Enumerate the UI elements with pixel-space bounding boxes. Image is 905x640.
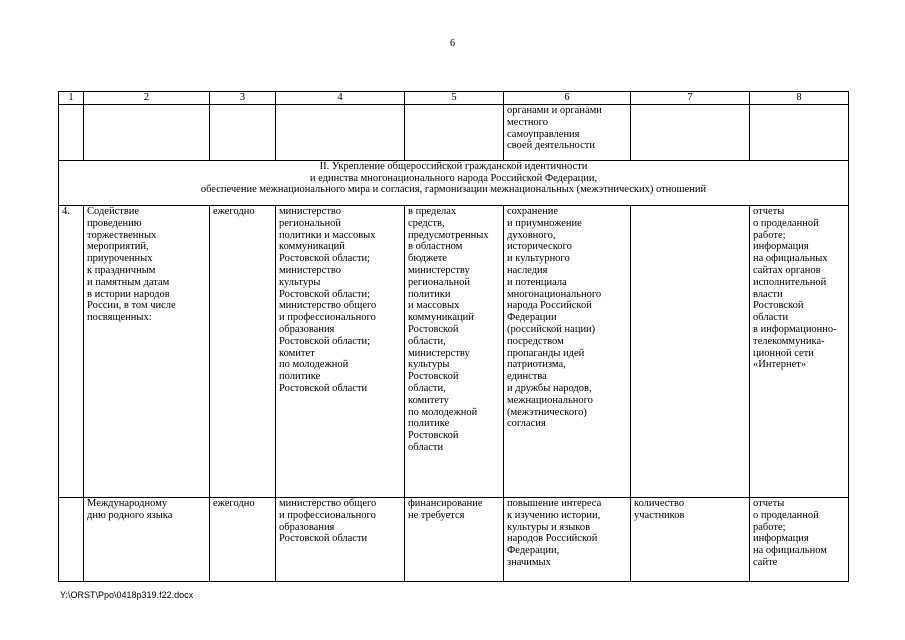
table-cell <box>750 105 849 161</box>
event-period: ежегодно <box>210 498 276 582</box>
event-indicator: количество участников <box>631 498 750 582</box>
header-cell: 5 <box>405 92 504 105</box>
table-cell <box>210 105 276 161</box>
header-cell: 6 <box>504 92 631 105</box>
event-funding: в пределах средств, предусмотренных в областном бюджете министерству региональной политики и массовых коммуникаций Ростовской области, министерству культуры Ростовской области, комитету по молодежной политике Ростовской области <box>405 206 504 498</box>
section-heading <box>59 161 849 206</box>
event-period: ежегодно <box>210 206 276 498</box>
event-indicator <box>631 206 750 498</box>
continuation-row <box>59 105 849 161</box>
table-cell <box>59 105 84 161</box>
header-row <box>59 92 849 105</box>
row-number <box>59 498 84 582</box>
section-heading-line: и единства многонационального народа Российской Федерации, <box>309 172 598 184</box>
table-row <box>59 206 849 498</box>
row-number: 4. <box>59 206 84 498</box>
table-row <box>59 498 849 582</box>
event-reporting: отчеты о проделанной работе; информация на официальном сайте <box>750 498 849 582</box>
event-executor: министерство общего и профессионального образования Ростовской области <box>276 498 405 582</box>
event-funding: финансирование не требуется <box>405 498 504 582</box>
event-reporting: отчеты о проделанной работе; информация на официальных сайтах органов исполнительной власти Ростовской области в информационно- телекоммуника- ционной сети «Интернет» <box>750 206 849 498</box>
table-cell <box>276 105 405 161</box>
header-cell: 8 <box>750 92 849 105</box>
table-cell <box>84 105 210 161</box>
header-cell: 7 <box>631 92 750 105</box>
header-cell: 3 <box>210 92 276 105</box>
event-result: сохранение и приумножение духовного, исторического и культурного наследия и потенциала многонационального народа Российской Федерации (российской нации) посредством пропаганды идей патриотизма, единства и дружбы народов, межнационального (межэтнического) согласия <box>504 206 631 498</box>
plan-table <box>58 91 849 582</box>
table-cell: органами и органами местного самоуправления своей деятельности <box>504 105 631 161</box>
table-cell <box>631 105 750 161</box>
event-result: повышение интереса к изучению истории, культуры и языков народов Российской Федерации, значимых <box>504 498 631 582</box>
section-heading-line: обеспечение межнационального мира и согласия, гармонизации межнациональных (межэтнических) отношений <box>200 184 707 195</box>
section-heading-line: II. Укрепление общероссийской гражданской идентичности <box>319 161 588 172</box>
page-number: 6 <box>450 38 455 49</box>
event-name: Содействие проведению торжественных мероприятий, приуроченных к праздничным и памятным датам в истории народов России, в том числе посвященных: <box>84 206 210 498</box>
header-cell: 4 <box>276 92 405 105</box>
header-cell: 1 <box>59 92 84 105</box>
file-path-footer: Y:\ORST\Ppo\0418p319.f22.docx <box>60 590 194 600</box>
table-cell <box>405 105 504 161</box>
section-row <box>59 161 849 206</box>
event-name: Международному дню родного языка <box>84 498 210 582</box>
header-cell: 2 <box>84 92 210 105</box>
event-executor: министерство региональной политики и массовых коммуникаций Ростовской области; министерство культуры Ростовской области; министерство общего и профессионального образования Ростовской области; комитет по молодежной политике Ростовской области <box>276 206 405 498</box>
